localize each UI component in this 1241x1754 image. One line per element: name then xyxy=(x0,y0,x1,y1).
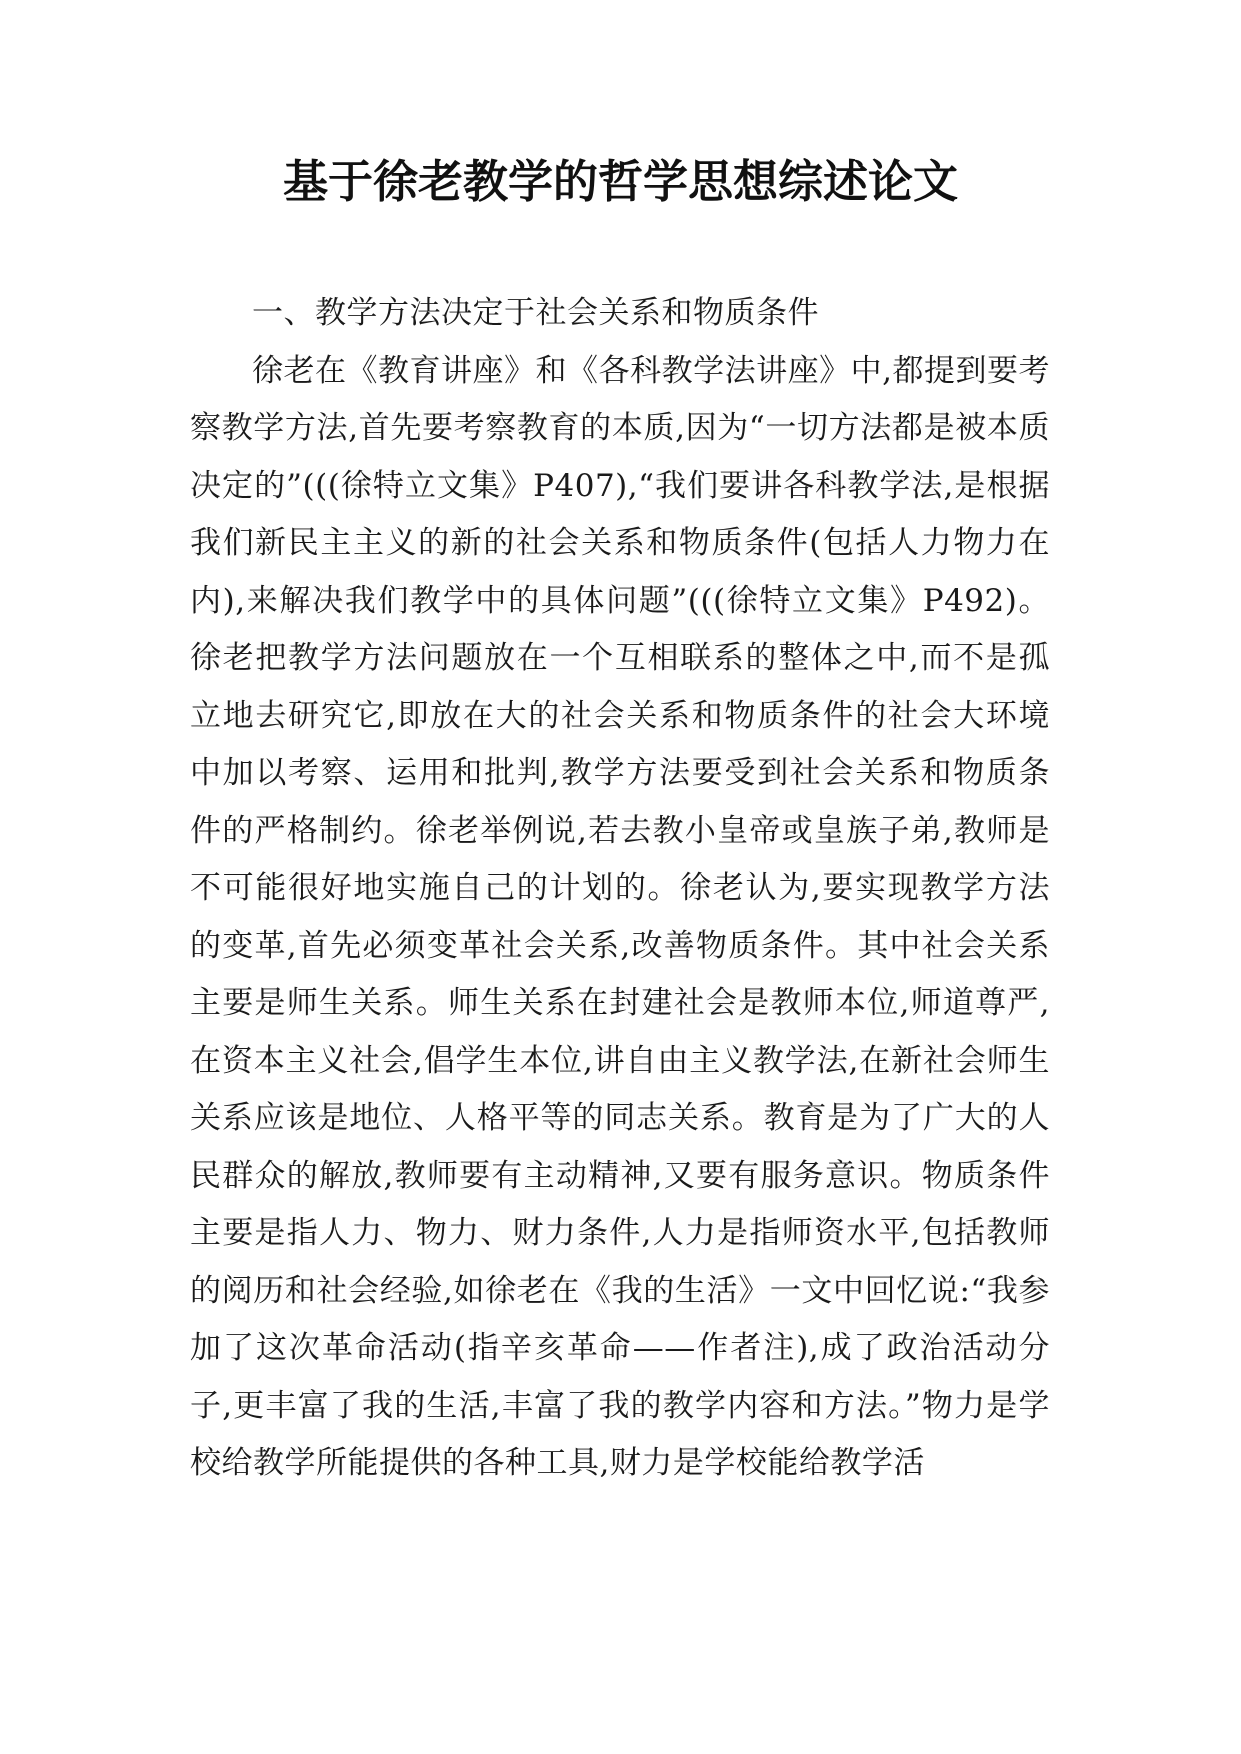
section-heading: 一、教学方法决定于社会关系和物质条件 xyxy=(252,295,819,331)
body-paragraph: 徐老在《教育讲座》和《各科教学法讲座》中,都提到要考察教学方法,首先要考察教育的本质,因为“一切方法都是被本质决定的”(((徐特立文集》P407),“我们要讲各科教学法,是根据我们新民主主义的新的社会关系和物质条件(包括人力物力在内),来解决我们教学中的具体问题”(((徐特立文集》P492)。徐老把教学方法问题放在一个互相联系的整体之中,而不是孤立地去研究它,即放在大的社会关系和物质条件的社会大环境中加以考察、运用和批判,教学方法要受到社会关系和物质条件的严格制约。徐老举例说,若去教小皇帝或皇族子弟,教师是不可能很好地实施自己的计划的。徐老认为,要实现教学方法的变革,首先必须变革社会关系,改善物质条件。其中社会关系主要是师生关系。师生关系在封建社会是教师本位,师道尊严,在资本主义社会,倡学生本位,讲自由主义教学法,在新社会师生关系应该是地位、人格平等的同志关系。教育是为了广大的人民群众的解放,教师要有主动精神,又要有服务意识。物质条件主要是指人力、物力、财力条件,人力是指师资水平,包括教师的阅历和社会经验,如徐老在《我的生活》一文中回忆说:“我参加了这次革命活动(指辛亥革命——作者注),成了政治活动分子,更丰富了我的生活,丰富了我的教学内容和方法。”物力是学校给教学所能提供的各种工具,财力是学校能给教学活 xyxy=(190,352,1050,1481)
document-title: 基于徐老教学的哲学思想综述论文 xyxy=(282,155,958,208)
document-body xyxy=(190,285,1050,1493)
